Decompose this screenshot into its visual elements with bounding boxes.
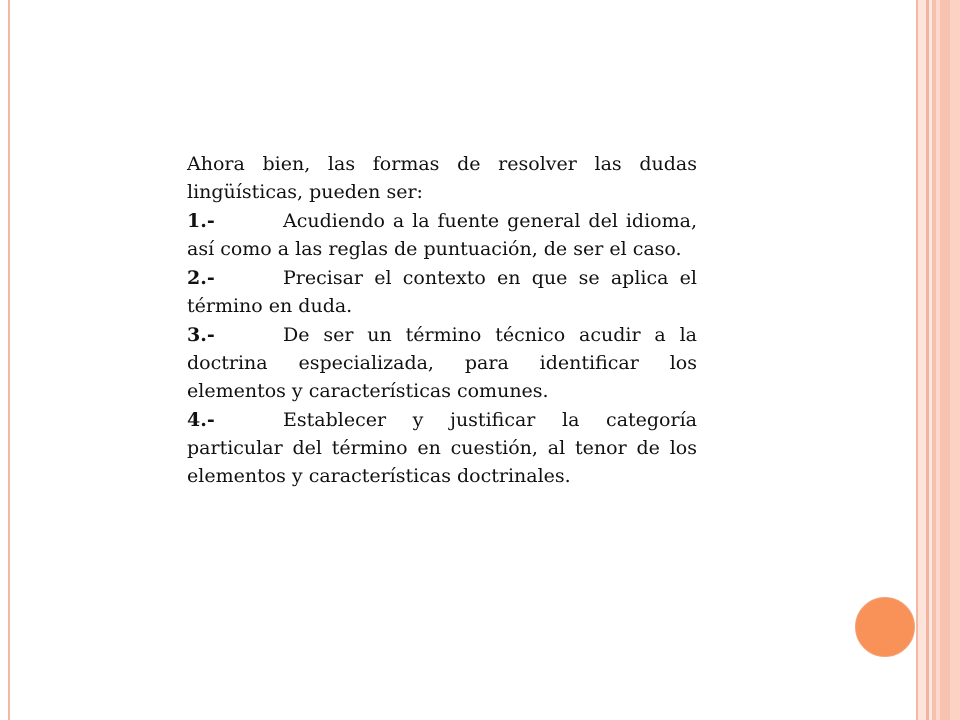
item-text: Acudiendo a la fuente general del idioma, así como a las reglas de puntuación, de ser el caso.: [187, 210, 697, 260]
item-number: 1.-: [187, 210, 215, 232]
list-item: [187, 406, 697, 490]
item-number: 4.-: [187, 409, 215, 431]
list-item: [187, 321, 697, 405]
item-text: Precisar el contexto en que se aplica el término en duda.: [187, 267, 697, 317]
item-number: 3.-: [187, 324, 215, 346]
intro-paragraph: Ahora bien, las formas de resolver las dudas lingüísticas, pueden ser:: [187, 153, 697, 203]
orange-circle-icon: [855, 597, 915, 657]
decorative-stripe: [950, 0, 960, 720]
item-text: Establecer y justificar la categoría particular del término en cuestión, al tenor de los elementos y características doctrinales.: [187, 409, 697, 487]
item-number: 2.-: [187, 267, 215, 289]
decorative-stripe: [940, 0, 950, 720]
decorative-stripe: [918, 0, 926, 720]
item-text: De ser un término técnico acudir a la doctrina especializada, para identificar los elementos y características comunes.: [187, 324, 697, 402]
slide-body: [187, 150, 697, 490]
list-item: [187, 264, 697, 320]
list-item: [187, 207, 697, 263]
